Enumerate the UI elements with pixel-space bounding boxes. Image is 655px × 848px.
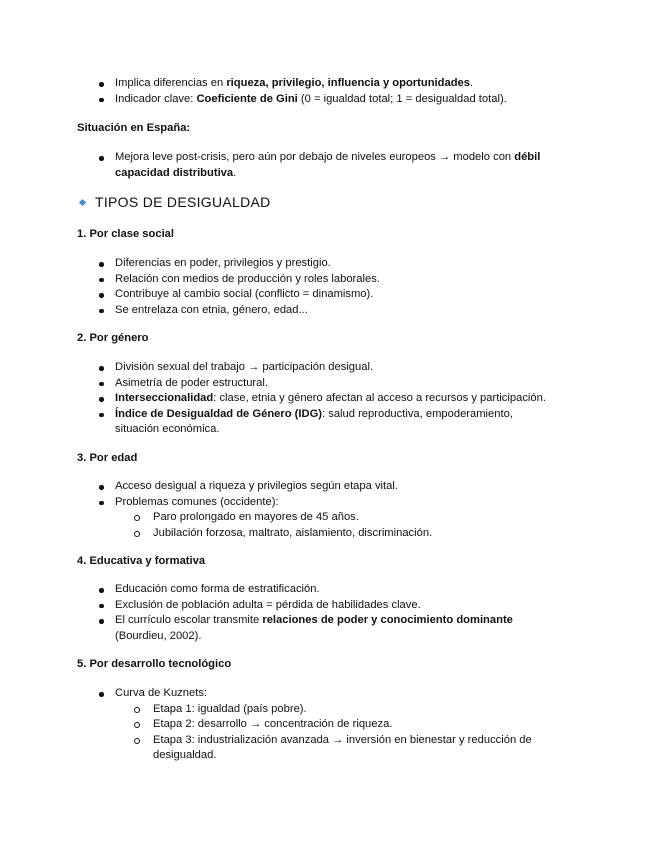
genero-list <box>0 360 655 438</box>
list-item: Exclusión de población adulta = pérdida de habilidades clave. <box>0 598 570 614</box>
list-item <box>0 76 570 92</box>
item-text: . <box>470 77 474 89</box>
edad-list <box>0 479 655 541</box>
heading-tecno: 5. Por desarrollo tecnológico <box>77 658 232 670</box>
heading-clase: 1. Por clase social <box>77 228 175 240</box>
list-item: Asimetría de poder estructural. <box>0 376 570 392</box>
item-text: El currículo escolar transmite <box>115 614 263 627</box>
list-item <box>0 613 555 644</box>
list-item: Educación como forma de estratificación. <box>0 582 570 598</box>
item-bold: Índice de Desigualdad de Género (IDG) <box>115 407 323 420</box>
item-text: . <box>233 166 237 179</box>
list-item: Curva de Kuznets: <box>0 686 570 702</box>
list-item: Acceso desigual a riqueza y privilegios según etapa vital. <box>0 479 570 495</box>
list-item <box>0 391 570 407</box>
heading-spain: Situación en España: <box>77 122 191 134</box>
section-title <box>80 195 271 211</box>
item-text: (0 = igualdad total; 1 = desigualdad total). <box>297 92 507 105</box>
list-item <box>0 150 570 181</box>
item-text: Implica diferencias en <box>115 77 227 89</box>
clase-list <box>0 256 655 318</box>
item-bold: Interseccionalidad <box>115 392 214 405</box>
item-text: Mejora leve post-crisis, pero aún por debajo de niveles europeos → modelo con <box>115 151 515 163</box>
section-title-text: TIPOS DE DESIGUALDAD <box>95 194 271 210</box>
educativa-list <box>0 582 655 644</box>
spain-list <box>0 150 655 181</box>
diamond-icon <box>79 199 86 206</box>
item-bold: relaciones de poder y conocimiento dominante <box>262 614 513 627</box>
item-bold: Coeficiente de Gini <box>196 92 298 105</box>
list-item: Problemas comunes (occidente): <box>0 495 570 511</box>
list-item <box>0 92 570 108</box>
list-item: División sexual del trabajo → participación desigual. <box>0 360 570 376</box>
sub-list-item: Etapa 3: industrialización avanzada → inversión en bienestar y reducción de desigualdad. <box>0 733 558 764</box>
list-item: Contribuye al cambio social (conflicto = dinamismo). <box>0 287 570 303</box>
sub-list-item: Paro prolongado en mayores de 45 años. <box>0 510 573 526</box>
list-item <box>0 407 545 438</box>
item-bold: riqueza, privilegio, influencia y oportunidades <box>226 77 470 89</box>
heading-edad: 3. Por edad <box>77 452 138 464</box>
item-text: : salud reproductiva, empoderamiento, situación económica. <box>115 407 513 436</box>
item-bold: débil capacidad distributiva <box>115 151 541 179</box>
item-text: : clase, etnia y género afectan al acceso a recursos y participación. <box>213 392 546 405</box>
intro-list <box>0 76 655 107</box>
list-item: Relación con medios de producción y roles laborales. <box>0 272 570 288</box>
sub-list-item: Jubilación forzosa, maltrato, aislamiento, discriminación. <box>0 526 573 542</box>
list-item: Diferencias en poder, privilegios y prestigio. <box>0 256 570 272</box>
item-text: (Bourdieu, 2002). <box>115 629 202 642</box>
item-text: Indicador clave: <box>115 92 197 105</box>
sub-list-item: Etapa 1: igualdad (país pobre). <box>0 702 573 718</box>
heading-educativa: 4. Educativa y formativa <box>77 555 206 567</box>
heading-genero: 2. Por género <box>77 332 149 344</box>
tecno-list <box>0 686 655 764</box>
sub-list-item: Etapa 2: desarrollo → concentración de riqueza. <box>0 717 573 733</box>
list-item: Se entrelaza con etnia, género, edad... <box>0 303 570 319</box>
